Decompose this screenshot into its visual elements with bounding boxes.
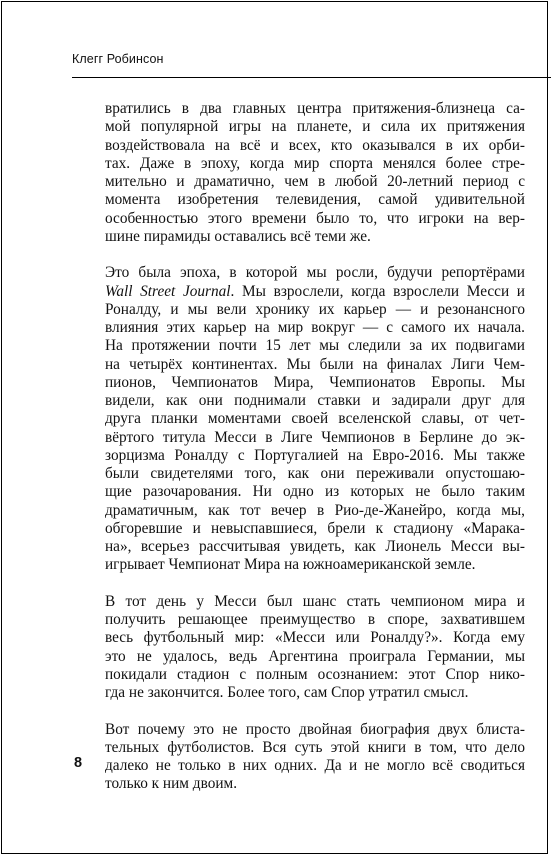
- text-line: На протяжении почти 15 лет мы следили за их подвигами: [105, 337, 525, 355]
- text-line: мительно и драматично, чем в любой 20-летний период с: [105, 173, 525, 190]
- text-line: гда не закончится. Более того, сам Спор утратил смысл.: [105, 684, 469, 701]
- text-line: далеко не только в них одних. Да и не могло всё сводиться: [105, 757, 525, 774]
- text-line: были свидетелями того, как они переживали опустошаю-: [105, 465, 525, 482]
- paragraph: [105, 593, 525, 703]
- text-line: игрывает Чемпионат Мира на южноамериканской земле.: [105, 556, 476, 574]
- text-line: пионов, Чемпионатов Мира, Чемпионатов Европы. Мы: [105, 373, 525, 391]
- text-line: на», всерьез рассчитывая увидеть, как Лионель Месси вы-: [105, 538, 525, 555]
- text-line: на четырёх континентах. Мы были на финалах Лиги Чем-: [105, 355, 525, 373]
- text-line: воздействовала на всё и всех, кто оказывался в их орби-: [105, 136, 525, 154]
- text-line: покидали стадион с полным осознанием: этот Спор нико-: [105, 665, 525, 683]
- header-rule: [72, 77, 551, 78]
- text-line: Wall Street Journal. Мы взрослели, когда взрослели Месси и: [105, 282, 525, 300]
- text-line: момента изобретения телевидения, самой удивительной: [105, 191, 525, 209]
- text-line: друга планки моментами своей вселенской славы, от чет-: [105, 410, 525, 428]
- text-line: вёртого титула Месси в Лиге Чемпионов в Берлине до эк-: [105, 428, 525, 446]
- text-line: тельных футболистов. Вся суть этой книги в том, что дело: [105, 738, 525, 756]
- text-line: получить решающее преимущество в споре, захватившем: [105, 611, 525, 628]
- page-number: 8: [74, 755, 83, 771]
- paragraph: [105, 721, 525, 794]
- running-head: Клегг Робинсон: [72, 52, 164, 66]
- text-line: видели, как они поднимали ставки и задирали друг для: [105, 392, 525, 409]
- text-line: В тот день у Месси был шанс стать чемпионом мира и: [105, 592, 525, 610]
- text-line: шине пирамиды оставались всё теми же.: [105, 227, 371, 245]
- text-line: Это была эпоха, в которой мы росли, будучи репортёрами: [105, 264, 525, 282]
- text-line: мой популярной игры на планете, и сила их притяжения: [105, 118, 525, 136]
- text-line: это не удалось, ведь Аргентина проиграла Германии, мы: [105, 647, 525, 665]
- text-line: весь футбольный мир: «Месси или Роналду?». Когда ему: [105, 629, 525, 647]
- text-line: обгоревшие и невыспавшиеся, брели к стадиону «Марака-: [105, 519, 525, 537]
- text-line: только к ним двоим.: [105, 775, 238, 793]
- text-line: зорцизма Роналду с Португалией на Евро-2016. Мы также: [105, 446, 525, 464]
- body-text: [105, 100, 525, 812]
- text-line: щие разочарования. Ни одно из которых не было таким: [105, 483, 525, 501]
- text-line: вратились в два главных центра притяжения-близнеца са-: [105, 100, 525, 117]
- text-line: особенностью этого времени было то, что игроки на вер-: [105, 209, 525, 227]
- paragraph: [105, 264, 525, 574]
- text-line: влияния этих карьер на мир вокруг — с самого их начала.: [105, 319, 525, 336]
- text-line: тах. Даже в эпоху, когда мир спорта менялся более стре-: [105, 154, 525, 172]
- text-line: Роналду, и мы вели хронику их карьер — и резонансного: [105, 300, 525, 318]
- text-line: Вот почему это не просто двойная биография двух блиста-: [105, 720, 525, 738]
- book-page: [1, 1, 548, 854]
- text-line: драматичным, как тот вечер в Рио-де-Жанейро, когда мы,: [105, 501, 525, 519]
- paragraph: [105, 100, 525, 246]
